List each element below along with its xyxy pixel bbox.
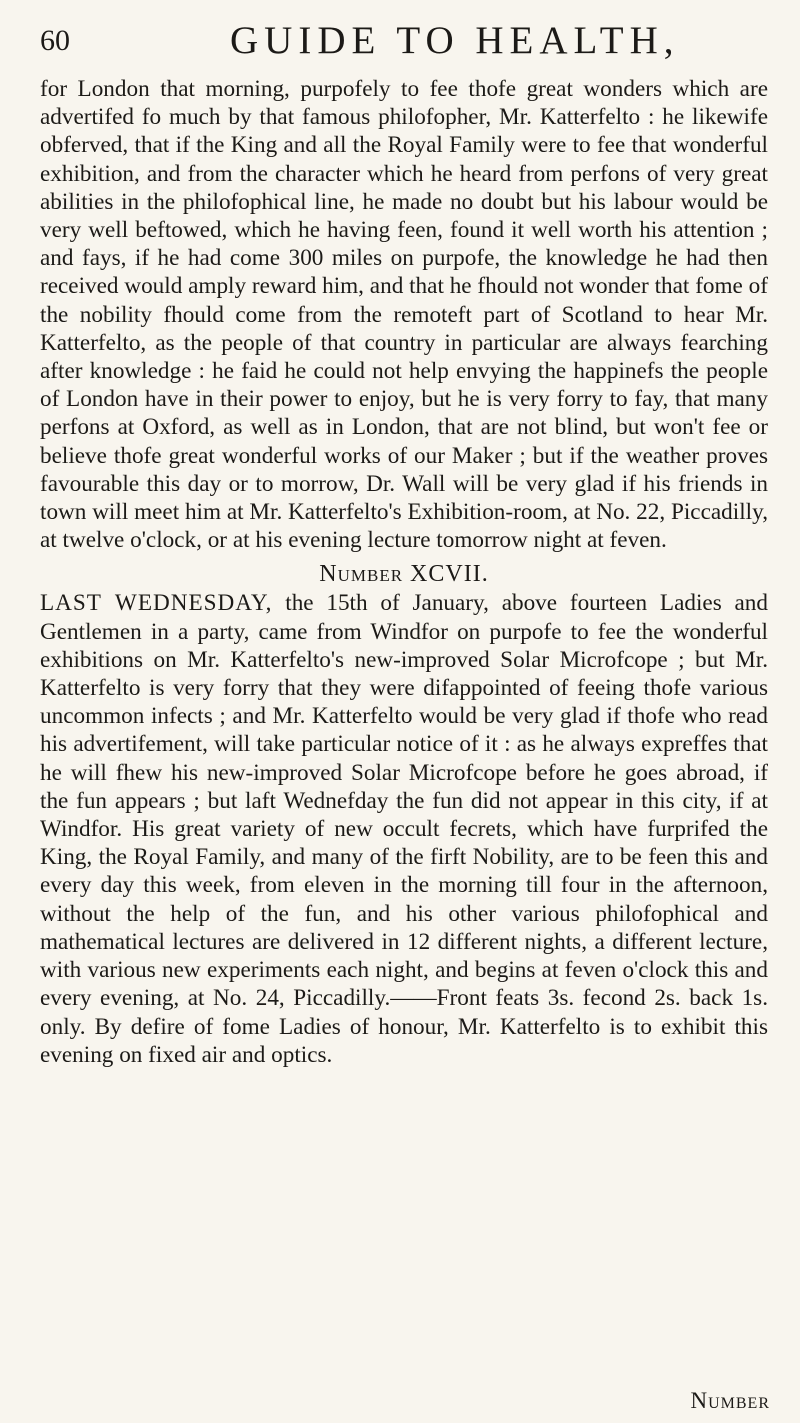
running-title: GUIDE TO HEALTH, (230, 19, 680, 62)
paragraph-continuation: for London that morning, purpofely to fee thofe great wonders which are advertifed fo much by that famous philofopher, Mr. Katterfelto : he likewife obferved, that if the King and all the Royal Family were to fee that wonderful exhibition, and from the character which he heard from perfons of very great abilities in the philofophical line, he made no doubt but his labour would be very well beftowed, which he having feen, found it well worth his attention ; and fays, if he had come 300 miles on purpofe, the knowledge he had then received would amply reward him, and that he fhould not wonder that fome of the nobility fhould come from the remoteft part of Scotland to hear Mr. Katterfelto, as the people of that country in particular are always fearching after knowledge : he faid he could not help envying the happinefs the people of London have in their power to enjoy, but he is very forry to fay, that many perfons at Oxford, as well as in London, that are not blind, but won't fee or believe thofe great wonderful works of our Maker ; but if the weather proves favourable this day or to morrow, Dr. Wall will be very glad if his friends in town will meet him at Mr. Katterfelto's Exhibition-room, at No. 22, Piccadilly, at twelve o'clock, or at his evening lecture tomorrow night at feven. (40, 76, 768, 554)
body-text (40, 75, 768, 1069)
page-number: 60 (40, 24, 70, 57)
page-header (40, 18, 770, 68)
section-paragraph-text: the 15th of January, above fourteen Ladies and Gentlemen in a party, came from Windfor on purpofe to fee the wonderful exhibitions on Mr. Katterfelto's new-improved Solar Microfcope ; but Mr. Katterfelto is very forry that they were difappointed of feeing thofe various uncommon infects ; and Mr. Katterfelto would be very glad if thofe who read his advertifement, will take particular notice of it : as he always expreffes that he will fhew his new-improved Solar Microfcope before he goes abroad, if the fun appears ; but laft Wednefday the fun did not appear in this city, if at Windfor. His great variety of new occult fecrets, which have furprifed the King, the Royal Family, and many of the firft Nobility, are to be feen this and every day this week, from eleven in the morning till four in the afternoon, without the help of the fun, and his other various philofophical and mathematical lectures are delivered in 12 different nights, a different lecture, with various new experiments each night, and begins at feven o'clock this and every evening, at No. 24, Piccadilly.——Front feats 3s. fecond 2s. back 1s. only. By defire of fome Ladies of honour, Mr. Katterfelto is to exhibit this evening on fixed air and optics. (40, 590, 768, 1068)
section-paragraph (40, 589, 768, 1068)
section-heading: Number XCVII. (319, 561, 489, 588)
section-lead-words: LAST WEDNESDAY, (40, 590, 273, 617)
catchword: Number (690, 1388, 770, 1413)
